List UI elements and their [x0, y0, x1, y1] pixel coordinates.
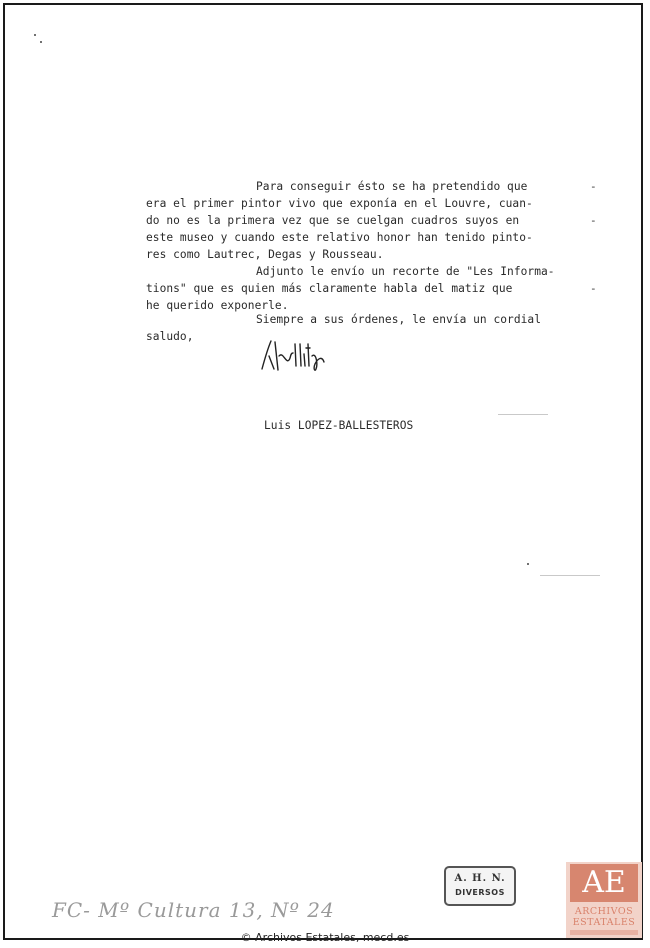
stamp-line-2: DIVERSOS [455, 888, 505, 897]
scan-speck [34, 34, 36, 36]
logo-ae-mark: AE [570, 864, 638, 902]
paragraph-3-line-2: saludo, [146, 330, 194, 343]
hyphen-mark: - [590, 180, 597, 193]
paragraph-3-line-1: Siempre a sus órdenes, le envía un cordial [256, 313, 541, 326]
paragraph-1-line-4: este museo y cuando este relativo honor han tenido pinto- [146, 231, 533, 244]
handwritten-signature [258, 336, 338, 374]
faint-rule [498, 414, 548, 415]
signatory-name: Luis LOPEZ-BALLESTEROS [264, 419, 414, 432]
logo-name-line-1: ARCHIVOS [574, 906, 634, 917]
paragraph-1-line-3: do no es la primera vez que se cuelgan cuadros suyos en [146, 214, 520, 227]
paragraph-2-line-3: he querido exponerle. [146, 299, 289, 312]
copyright-footer: © Archivos Estatales, mecd.es [240, 931, 410, 944]
archive-stamp [444, 866, 516, 906]
archive-reference: FC- Mº Cultura 13, Nº 24 [52, 898, 335, 922]
hyphen-mark: - [590, 282, 597, 295]
page-border [3, 3, 643, 940]
archivos-estatales-logo [566, 862, 642, 938]
paragraph-2-line-2: tions" que es quien más claramente habla del matiz que [146, 282, 513, 295]
logo-name [566, 906, 642, 928]
logo-name-line-2: ESTATALES [572, 917, 636, 928]
paragraph-1-line-5: res como Lautrec, Degas y Rousseau. [146, 248, 384, 261]
paragraph-1-line-1: Para conseguir ésto se ha pretendido que [256, 180, 528, 193]
paragraph-2-line-1: Adjunto le envío un recorte de "Les Informa- [256, 265, 555, 278]
scan-speck [40, 41, 42, 43]
paragraph-1-line-2: era el primer pintor vivo que exponía en el Louvre, cuan- [146, 197, 533, 210]
stamp-line-1: A. H. N. [454, 873, 506, 884]
scan-speck [527, 563, 529, 565]
faint-rule [540, 575, 600, 576]
hyphen-mark: - [590, 214, 597, 227]
